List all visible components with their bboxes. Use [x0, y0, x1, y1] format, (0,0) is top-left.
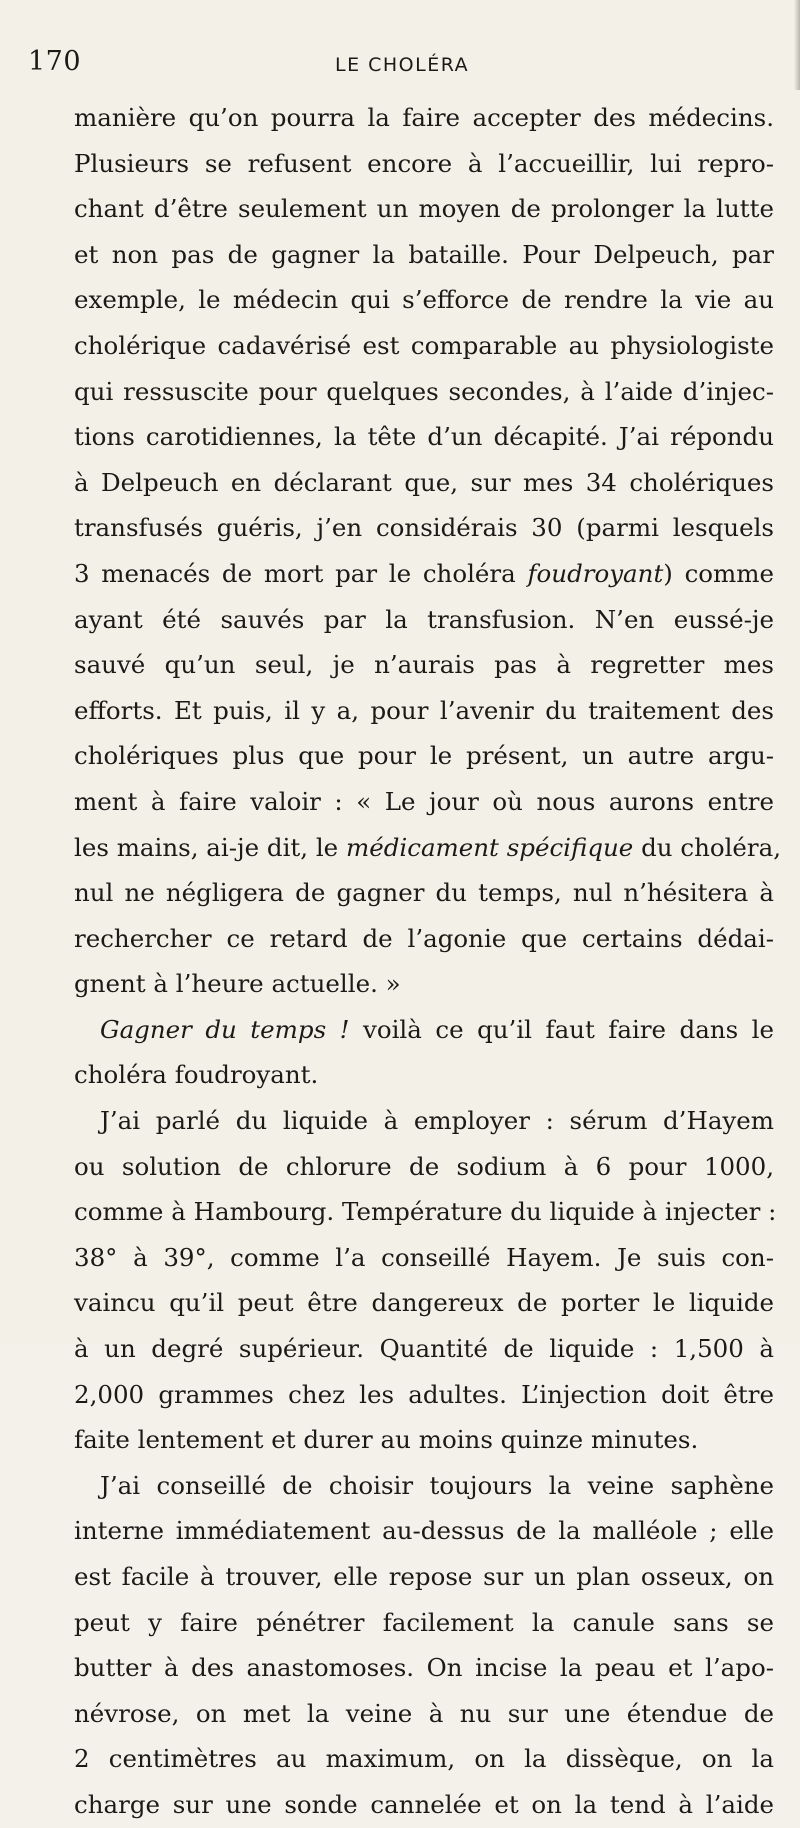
text-line: à Delpeuch en déclarant que, sur mes 34 cholériques — [74, 467, 774, 497]
text-line: et non pas de gagner la bataille. Pour Delpeuch, par — [74, 239, 774, 269]
text-line: faite lentement et durer au moins quinze minutes. — [74, 1425, 699, 1455]
text-line: ou solution de chlorure de sodium à 6 pour 1000, — [74, 1151, 774, 1181]
body-text — [74, 95, 782, 1828]
text-line: gnent à l’heure actuelle. » — [74, 969, 401, 999]
text-line: butter à des anastomoses. On incise la peau et l’apo- — [74, 1653, 774, 1683]
text-line: qui ressuscite pour quelques secondes, à l’aide d’injec- — [74, 376, 774, 406]
text-line: vaincu qu’il peut être dangereux de porter le liquide — [74, 1288, 774, 1318]
text-line: J’ai parlé du liquide à employer : sérum d’Hayem — [100, 1106, 774, 1136]
italic-text: médicament spécifique — [345, 832, 634, 862]
text-line: ayant été sauvés par la transfusion. N’en eussé-je — [74, 604, 774, 634]
running-head: LE CHOLÉRA — [335, 54, 470, 76]
text-line: cholérique cadavérisé est comparable au physiologiste — [74, 330, 774, 360]
text-segment: ) comme — [663, 558, 775, 588]
text-line: tions carotidiennes, la tête d’un décapité. J’ai répondu — [74, 422, 774, 452]
text-line: transfusés guéris, j’en considérais 30 (parmi lesquels — [74, 513, 774, 543]
text-segment: 3 menacés de mort par le choléra — [74, 558, 528, 588]
text-line: charge sur une sonde cannelée et on la tend à l’aide — [74, 1789, 774, 1819]
text-line: est facile à trouver, elle repose sur un plan osseux, on — [74, 1562, 774, 1591]
text-line — [74, 825, 782, 871]
text-line — [74, 1007, 774, 1053]
text-line: interne immédiatement au-dessus de la malléole ; elle — [74, 1516, 774, 1546]
page-header — [0, 46, 800, 86]
text-line: J’ai conseillé de choisir toujours la veine saphène — [100, 1470, 774, 1500]
text-line: chant d’être seulement un moyen de prolonger la lutte — [74, 194, 774, 224]
text-line: sauvé qu’un seul, je n’aurais pas à regretter mes — [74, 650, 774, 680]
text-line: cholériques plus que pour le présent, un autre argu- — [74, 741, 774, 771]
text-line: Plusieurs se refusent encore à l’accueillir, lui repro- — [74, 148, 774, 178]
text-line: à un degré supérieur. Quantité de liquide : 1,500 à — [74, 1334, 774, 1364]
text-line: névrose, on met la veine à nu sur une étendue de — [74, 1698, 774, 1728]
text-line — [74, 551, 774, 597]
text-line: choléra foudroyant. — [74, 1060, 319, 1090]
text-line: ment à faire valoir : « Le jour où nous aurons entre — [74, 786, 774, 816]
italic-text: foudroyant — [527, 558, 664, 588]
text-segment: du choléra, — [633, 832, 782, 862]
text-line: 2 centimètres au maximum, on la dissèque, on la — [74, 1744, 774, 1774]
text-segment: voilà ce qu’il faut faire dans le — [349, 1014, 774, 1044]
page-number: 170 — [28, 46, 82, 77]
text-line: efforts. Et puis, il y a, pour l’avenir du traitement des — [74, 695, 774, 725]
text-line: comme à Hambourg. Température du liquide à injecter : — [74, 1197, 777, 1227]
text-line: manière qu’on pourra la faire accepter des médecins. — [74, 103, 774, 132]
text-line: 38° à 39°, comme l’a conseillé Hayem. Je suis con- — [74, 1242, 774, 1272]
text-line: 2,000 grammes chez les adultes. L’injection doit être — [74, 1379, 774, 1409]
text-line: nul ne négligera de gagner du temps, nul n’hésitera à — [74, 878, 774, 908]
italic-text: Gagner du temps ! — [100, 1014, 350, 1044]
text-line: exemple, le médecin qui s’efforce de rendre la vie au — [74, 285, 774, 315]
text-segment: les mains, ai-je dit, le — [74, 832, 346, 862]
text-line: peut y faire pénétrer facilement la canule sans se — [74, 1607, 774, 1637]
text-line: rechercher ce retard de l’agonie que certains dédai- — [74, 923, 774, 953]
